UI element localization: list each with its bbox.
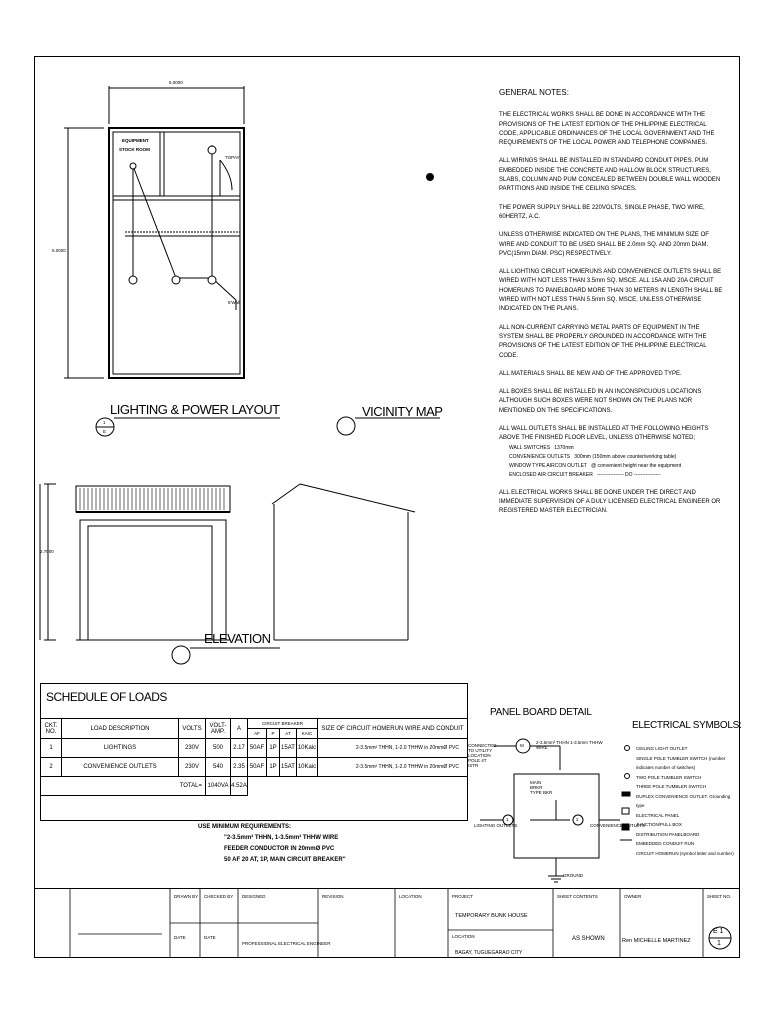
ground-label: GROUND: [563, 873, 583, 878]
room-label-equipment: EQUIPMENT: [122, 138, 149, 143]
cell-ckt: 2: [41, 758, 62, 777]
symbol-item: ELECTRICAL PANEL: [636, 812, 680, 818]
main-breaker-label: MAIN BRKR TYPE BKR: [530, 780, 553, 795]
circuit-2-label: 2: [576, 817, 579, 822]
height-label: CONVENIENCE OUTLETS: [509, 453, 571, 460]
header-volts: VOLTS: [179, 719, 206, 739]
symbol-item: THREE POLE TUMBLER SWITCH: [636, 784, 707, 789]
date-header: DATE: [174, 935, 186, 940]
header-amp: A: [231, 719, 248, 739]
feeder-label: 2-3.5mm² THHN 1-3.5mm THHW WIRE: [536, 740, 603, 750]
header-kaic: KAIC: [297, 729, 318, 739]
note-item: ALL MATERIALS SHALL BE NEW AND OF THE APPROVED TYPE.: [499, 370, 682, 377]
sheet-number-top: E 1: [713, 928, 724, 935]
symbol-item: CEILING LIGHT OUTLET: [636, 746, 688, 751]
panel-title: PANEL BOARD DETAIL: [490, 707, 592, 718]
height-label: WINDOW TYPE AIRCON OUTLET: [509, 462, 587, 469]
header-af: AF: [248, 729, 267, 739]
height-value: ---------------- DO ----------------: [597, 471, 661, 478]
note-item: THE ELECTRICAL WORKS SHALL BE DONE IN ACCORDANCE WITH THE PROVISIONS OF THE LATEST EDITION OF THE PHILIPPINE ELECTRICAL CODE, APPLICABLE ORDINANCES OF THE LOCAL GOVERNMENT AND THE REQUIREMENTS OF THE LOCAL POWER AND TELEPHONE COMPANIES.: [499, 112, 715, 147]
note-final: ALL ELECTRICAL WORKS SHALL BE DONE UNDER THE DIRECT AND IMMEDIATE SUPERVISION OF A DULY LICENSED ELECTRICAL ENGINEER OR REGISTERED MASTER ELECTRICIAN.: [499, 489, 721, 515]
cell-af: 50AF: [248, 758, 267, 777]
dimension-height: 5.0000: [52, 248, 66, 253]
professional-label: PROFESSIONAL ELECTRICAL ENGINEER: [242, 941, 331, 946]
scale-value: AS SHOWN: [572, 936, 605, 942]
project-name: TEMPORARY BUNK HOUSE: [455, 913, 528, 919]
cell-ckt: 1: [41, 739, 62, 758]
checked-by-header: CHECKED BY: [204, 894, 234, 899]
drawn-by-header: DRAWN BY: [174, 894, 199, 899]
cell-kaic: 10Kaic: [297, 758, 318, 777]
cell-wire: 2-3.5mm² THHN, 1-2.0 THHW in 20mmØ PVC: [318, 739, 468, 758]
symbol-item: SINGLE POLE TUMBLER SWITCH (number indicates number of switches): [636, 755, 726, 770]
date-header-2: DATE: [204, 935, 216, 940]
cell-amp: 2.17: [231, 739, 248, 758]
note-item: THE POWER SUPPLY SHALL BE 220VOLTS, SINGLE PHASE, TWO WIRE, 60HERTZ, A.C.: [499, 204, 705, 220]
designed-header: DESIGNED: [242, 894, 266, 899]
room-label-stock-room: STOCK ROOM: [119, 147, 150, 152]
symbol-item: JUNCTION/PULL BOX: [636, 822, 682, 827]
vicinity-title: VICINITY MAP: [362, 404, 443, 419]
height-label: ENCLOSED AIR CIRCUIT BREAKER: [509, 471, 593, 478]
location-value: BAGAY, TUGUEGARAO CITY: [455, 950, 523, 956]
wall-note: 5'Wall: [228, 300, 240, 305]
note-item: ALL LIGHTING CIRCUIT HOMERUNS AND CONVENIENCE OUTLETS SHALL BE WIRED WITH NOT LESS THAN 3.5mm SQ. MSCE. ALL 15A AND 20A CIRCUIT HOMERUNS TO PANELBOARD MORE THAN 30 METERS IN LENGTH SHALL BE WIRED WITH NOT LESS THAN 5.5mm SQ. MSCE, UNLESS OTHERWISE INDICATED ON THE PLANS.: [499, 269, 723, 313]
cell-amp: 2.35: [231, 758, 248, 777]
cell-p: 1P: [267, 758, 280, 777]
cell-at: 15AT: [280, 739, 297, 758]
marker-number: 1: [103, 420, 106, 425]
sheet-contents-header: SHEET CONTENTS: [557, 894, 598, 899]
room-label-topay: TOPAY: [225, 155, 240, 160]
owner-name: Ren MICHELLE MARTINEZ: [622, 938, 691, 944]
symbol-item: TWO POLE TUMBLER SWITCH: [636, 774, 702, 780]
cell-desc: LIGHTINGS: [62, 739, 179, 758]
cell-volts: 230V: [179, 758, 206, 777]
note-item: ALL BOXES SHALL BE INSTALLED IN AN INCONSPICUOUS LOCATIONS ALTHOUGH SUCH BOXES WERE NOT SHOWN ON THE PLANS NOR MENTIONED ON THE SPECIFICATIONS.: [499, 389, 702, 414]
cell-p: 1P: [267, 739, 280, 758]
location-label: LOCATION: [452, 934, 475, 939]
elevation-dimension: 2.7000: [40, 549, 54, 554]
marker-sheet: E: [103, 429, 107, 434]
note-item: ALL NON-CURRENT CARRYING METAL PARTS OF EQUIPMENT IN THE SYSTEM SHALL BE PROPERLY GROUNDED IN ACCORDANCE WITH THE PROVISIONS OF THE LATEST EDITION OF THE PHILIPPINE ELECTRICAL CODE.: [499, 324, 707, 359]
total-label: TOTAL=: [41, 777, 206, 796]
total-amp: 4.52A: [231, 777, 248, 796]
layout-title: LIGHTING & POWER LAYOUT: [110, 402, 280, 417]
cell-wire: 2-3.5mm² THHN, 1-2.0 THHW in 20mmØ PVC: [318, 758, 468, 777]
requirements-heading: USE MINIMUM REQUIREMENTS:: [198, 824, 291, 830]
requirement-line: "2-3.5mm² THHN, 1-3.5mm² THHW WIRE: [224, 835, 339, 841]
heights-intro: ALL WALL OUTLETS SHALL BE INSTALLED AT THE FOLLOWING HEIGHTS ABOVE THE FINISHED FLOOR LEVEL, UNLESS OTHERWISE NOTED;: [499, 426, 709, 442]
symbol-item: CIRCUIT HOMERUN (symbol letter and number): [636, 850, 734, 856]
cell-volts: 230V: [179, 739, 206, 758]
symbol-item: DUPLEX CONVENIENCE OUTLET. Grounding type: [636, 793, 731, 808]
symbol-item: EMBEDDED CONDUIT RUN: [636, 841, 695, 846]
location-header: LOCATION: [399, 894, 422, 899]
header-wire: SIZE OF CIRCUIT HOMERUN WIRE AND CONDUIT: [318, 719, 468, 739]
lighting-outlets-label: LIGHTING OUTLETS: [474, 823, 518, 828]
cell-at: 15AT: [280, 758, 297, 777]
note-item: ALL WIRINGS SHALL BE INSTALLED IN STANDARD CONDUIT PIPES. PUM EMBEDDED INSIDE THE CONCRETE AND HALLOW BLOCK STRUCTURES, SLABS, COLUMN AND PUM CONCEALED BETWEEN DOUBLE WALL WOODEN PARTITIONS AND INSIDE THE CEILING SPACES.: [499, 158, 721, 193]
sheet-number-bottom: 1: [717, 940, 721, 947]
header-desc: LOAD DESCRIPTION: [62, 719, 179, 739]
cell-va: 540: [206, 758, 231, 777]
note-item: UNLESS OTHERWISE INDICATED ON THE PLANS, THE MINIMUM SIZE OF WIRE AND CONDUIT TO BE USED SHALL BE 2.0mm SQ. AND 20mm DIAM. PVC(15mm DIAM. PSC) RESPECTIVELY.: [499, 232, 709, 257]
notes-heading: GENERAL NOTES:: [499, 88, 569, 97]
cell-af: 50AF: [248, 739, 267, 758]
cell-kaic: 10Kaic: [297, 739, 318, 758]
requirement-line: FEEDER CONDUCTOR IN 20mmØ PVC: [224, 846, 335, 852]
header-at: AT: [280, 729, 297, 739]
dimension-width: 5.0000: [169, 80, 183, 85]
header-ckt: CKT. NO.: [41, 719, 62, 739]
header-va: VOLT-AMP.: [206, 719, 231, 739]
header-p: P: [267, 729, 280, 739]
symbols-title: ELECTRICAL SYMBOLS:: [632, 720, 742, 731]
owner-header: OWNER: [624, 894, 642, 899]
height-label: WALL SWITCHES: [509, 444, 551, 451]
circuit-1-label: 1: [506, 817, 509, 822]
header-breaker: CIRCUIT BREAKER: [248, 719, 318, 729]
schedule-title: SCHEDULE OF LOADS: [46, 690, 167, 704]
project-header: PROJECT: [452, 894, 474, 899]
height-value: @ convenient height near the equipment: [591, 462, 682, 469]
symbol-item: DISTRIBUTION PANELBOARD: [636, 831, 700, 837]
revision-header: REVISION: [322, 894, 344, 899]
height-value: 1370mm: [554, 444, 574, 451]
cell-va: 500: [206, 739, 231, 758]
cell-desc: CONVENIENCE OUTLETS: [62, 758, 179, 777]
height-value: 300mm (150mm above counter/working table): [574, 453, 677, 460]
requirement-line: 50 AF 20 AT, 1P, MAIN CIRCUIT BREAKER": [224, 857, 346, 863]
convenience-outlets-label: CONVENIENCE OUTLETS: [590, 823, 646, 828]
meter-label: M: [520, 743, 524, 748]
panel-service-label: CONNECTED TO UTILITY LOCATION POLE 4T ISTR: [468, 743, 497, 768]
sheet-no-header: SHEET NO.: [707, 894, 732, 899]
total-va: 1040VA: [206, 777, 231, 796]
elevation-title: ELEVATION: [204, 631, 271, 646]
